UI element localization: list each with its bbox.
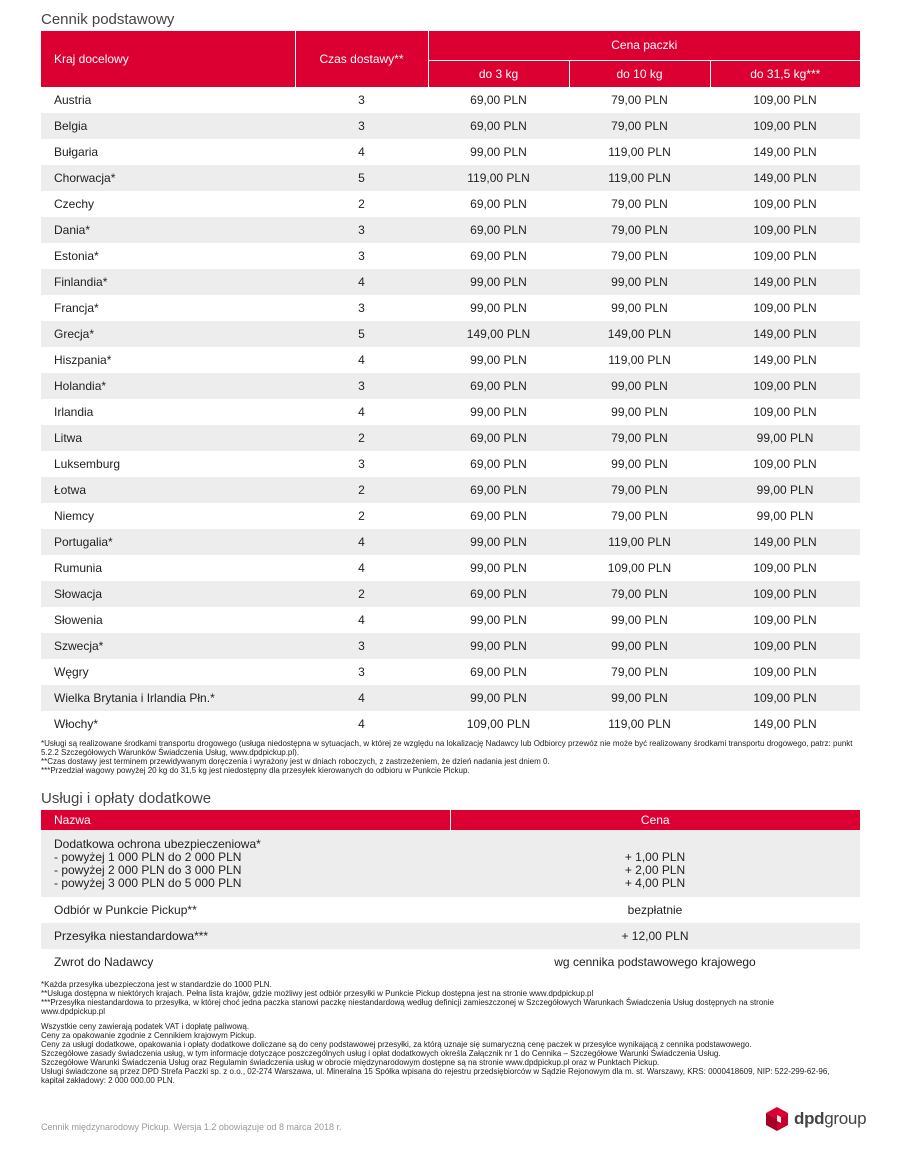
service-row-return [41,949,860,975]
country-cell: Węgry [54,665,89,679]
country-cell: Włochy* [54,717,99,731]
country-cell: Estonia* [54,249,99,263]
price-10kg-cell: 99,00 PLN [611,457,668,471]
country-cell: Rumunia [54,561,103,575]
price-table [41,31,860,737]
price-notes [41,739,861,775]
insurance-tier: - powyżej 1 000 PLN do 2 000 PLN [54,849,242,864]
price-3kg-cell: 69,00 PLN [470,249,527,263]
delivery-days-cell: 3 [295,373,428,399]
price-31kg-cell: 99,00 PLN [710,477,860,503]
header-weight-3kg: do 3 kg [428,60,569,87]
price-3kg-cell: 69,00 PLN [428,581,569,607]
delivery-days-cell: 2 [358,197,365,211]
price-3kg-cell: 69,00 PLN [470,93,527,107]
service-name: Dodatkowa ochrona ubezpieczeniowa* [54,836,261,851]
delivery-days-cell: 3 [295,633,428,659]
service-name: Zwrot do Nadawcy [54,955,154,969]
country-cell: Wielka Brytania i Irlandia Płn.* [41,685,295,711]
price-31kg-cell: 109,00 PLN [753,457,817,471]
country-cell: Grecja* [41,321,295,347]
country-cell: Dania* [41,217,295,243]
dpd-group-logo [765,1104,866,1134]
price-10kg-cell: 119,00 PLN [608,717,671,731]
delivery-days-cell: 4 [295,269,428,295]
price-3kg-cell: 69,00 PLN [470,509,527,523]
price-31kg-cell: 149,00 PLN [710,529,860,555]
services-notes [41,980,831,1016]
service-name: Przesyłka niestandardowa*** [41,923,450,949]
price-31kg-cell: 109,00 PLN [753,93,817,107]
table-row [41,711,860,737]
country-cell: Łotwa [41,477,295,503]
price-3kg-cell: 99,00 PLN [470,301,527,315]
price-10kg-cell: 99,00 PLN [611,613,668,627]
header-weight-31kg: do 31,5 kg*** [710,60,860,87]
price-3kg-cell: 119,00 PLN [428,165,569,191]
table-row [41,139,860,165]
price-3kg-cell: 99,00 PLN [428,269,569,295]
table-row [41,425,860,451]
price-31kg-cell: 99,00 PLN [710,425,860,451]
service-name: Odbiór w Punkcie Pickup** [54,903,197,917]
price-10kg-cell: 79,00 PLN [611,93,668,107]
price-3kg-cell: 99,00 PLN [470,353,527,367]
table-row [41,191,860,217]
price-10kg-cell: 79,00 PLN [569,477,710,503]
price-31kg-cell: 149,00 PLN [753,717,817,731]
price-31kg-cell: 109,00 PLN [753,301,817,315]
price-3kg-cell: 99,00 PLN [428,685,569,711]
country-cell: Litwa [41,425,295,451]
cube-icon [765,1106,789,1132]
service-price: bezpłatnie [627,903,683,917]
header-weight-10kg: do 10 kg [569,60,710,87]
country-cell: Portugalia* [41,529,295,555]
price-31kg-cell: 109,00 PLN [710,373,860,399]
price-3kg-cell: 109,00 PLN [466,717,531,731]
delivery-days-cell: 3 [358,457,365,471]
table-row [41,555,860,581]
table-row [41,581,860,607]
table-row [41,295,860,321]
service-row-nonstandard [41,923,860,949]
delivery-days-cell: 3 [295,217,428,243]
delivery-days-cell: 4 [295,685,428,711]
price-10kg-cell: 79,00 PLN [611,509,668,523]
logo-wordmark: dpdgroup [794,1109,867,1128]
price-10kg-cell: 99,00 PLN [569,633,710,659]
table-row [41,399,860,425]
price-3kg-cell: 69,00 PLN [428,373,569,399]
insurance-tier: - powyżej 3 000 PLN do 5 000 PLN [54,875,242,890]
price-3kg-cell: 69,00 PLN [428,425,569,451]
price-31kg-cell: 109,00 PLN [710,633,860,659]
insurance-tier: - powyżej 2 000 PLN do 3 000 PLN [54,862,242,877]
price-10kg-cell: 79,00 PLN [611,249,668,263]
price-10kg-cell: 99,00 PLN [569,269,710,295]
price-31kg-cell: 149,00 PLN [753,353,817,367]
table-row [41,451,860,477]
country-cell: Finlandia* [41,269,295,295]
price-note: ***Przedział wagowy powyżej 20 kg do 31,5 kg jest niedostępny dla przesyłek kierowanych do odbioru w Punkcie Pickup. [41,766,470,775]
price-10kg-cell: 79,00 PLN [611,197,668,211]
services-table [41,810,860,975]
service-note: ***Przesyłka niestandardowa to przesyłka, w której choć jedna paczka stanowi paczkę niestandardową według definicji zamieszczonej w Szczegółowych Warunkach Świadczenia Usług dostępnych na stronie www.dpdpickup.pl [41,998,774,1016]
price-31kg-cell: 109,00 PLN [710,217,860,243]
price-3kg-cell: 69,00 PLN [428,113,569,139]
price-31kg-cell: 149,00 PLN [753,145,817,159]
price-10kg-cell: 119,00 PLN [608,145,671,159]
price-10kg-cell: 119,00 PLN [569,165,710,191]
service-note: **Usługa dostępna w niektórych krajach. Pełna lista krajów, gdzie możliwy jest odbiór przesyłki w Punkcie Pickup dostępna jest na stronie www.dpdpickup.pl [41,989,594,998]
country-cell: Słowenia [54,613,103,627]
country-cell: Belgia [41,113,295,139]
table-row [41,659,860,685]
general-note: Ceny za opakowanie zgodnie z Cennikiem krajowym Pickup. [41,1031,257,1040]
insurance-price: + 2,00 PLN [624,862,686,877]
header-service-name: Nazwa [41,810,450,830]
table-row [41,113,860,139]
price-section-title: Cennik podstawowy [41,11,175,28]
price-3kg-cell: 99,00 PLN [428,633,569,659]
country-cell: Słowacja [41,581,295,607]
price-3kg-cell: 69,00 PLN [428,477,569,503]
price-31kg-cell: 109,00 PLN [710,113,860,139]
price-10kg-cell: 79,00 PLN [569,217,710,243]
service-price: wg cennika podstawowego krajowego [554,955,756,969]
table-row [41,217,860,243]
table-row [41,321,860,347]
service-price: + 12,00 PLN [450,923,860,949]
delivery-days-cell: 5 [295,165,428,191]
insurance-price: + 1,00 PLN [624,849,686,864]
country-cell: Luksemburg [54,457,121,471]
delivery-days-cell: 3 [295,113,428,139]
price-31kg-cell: 109,00 PLN [753,665,817,679]
price-3kg-cell: 99,00 PLN [470,561,527,575]
price-31kg-cell: 149,00 PLN [710,269,860,295]
price-3kg-cell: 99,00 PLN [470,145,527,159]
price-10kg-cell: 149,00 PLN [569,321,710,347]
delivery-days-cell: 4 [358,561,365,575]
country-cell: Holandia* [41,373,295,399]
price-3kg-cell: 99,00 PLN [470,613,527,627]
price-31kg-cell: 109,00 PLN [710,685,860,711]
delivery-days-cell: 3 [358,665,365,679]
header-package-price: Cena paczki [428,31,860,60]
price-3kg-cell: 69,00 PLN [470,665,527,679]
table-row [41,243,860,269]
table-row [41,373,860,399]
country-cell: Francja* [54,301,99,315]
insurance-price: + 4,00 PLN [624,875,686,890]
table-row [41,503,860,529]
price-31kg-cell: 109,00 PLN [753,197,817,211]
table-row [41,87,860,113]
services-section-title: Usługi i opłaty dodatkowe [41,790,212,807]
country-cell: Niemcy [54,509,95,523]
delivery-days-cell: 3 [358,93,365,107]
country-cell: Chorwacja* [41,165,295,191]
header-service-price: Cena [450,810,860,830]
price-31kg-cell: 109,00 PLN [753,561,817,575]
service-note: *Każda przesyłka ubezpieczona jest w standardzie do 1000 PLN. [41,980,272,989]
price-10kg-cell: 99,00 PLN [611,405,668,419]
price-10kg-cell: 79,00 PLN [569,113,710,139]
table-row [41,685,860,711]
delivery-days-cell: 4 [358,145,365,159]
service-row-insurance [41,830,860,897]
delivery-days-cell: 2 [358,509,365,523]
price-3kg-cell: 99,00 PLN [428,529,569,555]
delivery-days-cell: 4 [358,717,365,731]
delivery-days-cell: 3 [358,301,365,315]
delivery-days-cell: 4 [358,405,365,419]
price-31kg-cell: 109,00 PLN [710,581,860,607]
price-31kg-cell: 109,00 PLN [753,405,817,419]
general-note: Wszystkie ceny zawierają podatek VAT i dopłatę paliwową. [41,1022,250,1031]
price-10kg-cell: 79,00 PLN [569,581,710,607]
delivery-days-cell: 2 [295,581,428,607]
price-10kg-cell: 109,00 PLN [607,561,672,575]
table-row [41,269,860,295]
price-3kg-cell: 69,00 PLN [470,457,527,471]
general-note: Ceny za usługi dodatkowe, opakowania i opłaty dodatkowe doliczane są do ceny podstawowej przesyłki, za którą uznaje się sumaryczną cenę paczek w przesyłce wynikającą z cennika podstawowego. [41,1040,752,1049]
table-row [41,607,860,633]
price-10kg-cell: 79,00 PLN [569,425,710,451]
table-row [41,477,860,503]
price-10kg-cell: 99,00 PLN [569,685,710,711]
delivery-days-cell: 3 [358,249,365,263]
delivery-days-cell: 4 [358,613,365,627]
country-cell: Hiszpania* [54,353,112,367]
footer-version: Cennik międzynarodowy Pickup. Wersja 1.2 obowiązuje od 8 marca 2018 r. [41,1122,342,1132]
country-cell: Szwecja* [41,633,295,659]
country-cell: Irlandia [54,405,94,419]
price-10kg-cell: 99,00 PLN [611,301,668,315]
table-row [41,347,860,373]
general-note: Szczegółowe zasady świadczenia usług, w tym informacje dotyczące poszczególnych usług i opłat dodatkowych określa Załącznik nr 1 do Cennika – Szczegółowe Warunki Świadczenia Usług. [41,1049,721,1058]
country-cell: Czechy [54,197,95,211]
price-note: **Czas dostawy jest terminem przewidywanym doręczenia i wyrażony jest w dniach roboczych, z zastrzeżeniem, że dzień nadania jest dniem 0. [41,757,550,766]
header-country: Kraj docelowy [41,31,295,87]
price-31kg-cell: 99,00 PLN [756,509,814,523]
price-31kg-cell: 149,00 PLN [710,165,860,191]
general-note: Usługi świadczone są przez DPD Strefa Paczki sp. z o.o., 02-274 Warszawa, ul. Mineralna 15 Spółka wpisana do rejestru przedsiębiorców w Sądzie Rejonowym dla m. st. Warszawy, KRS: 0000418609, NIP: 522-299-62-96, kapitał zakładowy: 2 000 000.00 PLN. [41,1067,830,1085]
price-10kg-cell: 119,00 PLN [608,353,671,367]
price-10kg-cell: 119,00 PLN [569,529,710,555]
header-delivery-time: Czas dostawy** [295,31,428,87]
price-3kg-cell: 149,00 PLN [428,321,569,347]
table-row [41,165,860,191]
delivery-days-cell: 4 [358,353,365,367]
price-3kg-cell: 69,00 PLN [470,197,527,211]
table-row [41,529,860,555]
country-cell: Austria [54,93,92,107]
country-cell: Bułgaria [54,145,99,159]
price-31kg-cell: 109,00 PLN [753,613,817,627]
price-10kg-cell: 99,00 PLN [569,373,710,399]
delivery-days-cell: 4 [295,529,428,555]
price-31kg-cell: 109,00 PLN [753,249,817,263]
general-note: Szczegółowe Warunki Świadczenia Usług oraz Regulamin świadczenia usług w obrocie międzynarodowym dostępne są na stronie www.dpdpickup.pl oraz w Punktach Pickup. [41,1058,660,1067]
price-3kg-cell: 69,00 PLN [428,217,569,243]
price-10kg-cell: 79,00 PLN [611,665,668,679]
price-note: *Usługi są realizowane środkami transportu drogowego (usługa niedostępna w sytuacjach, w której ze względu na lokalizację Nadawcy lub Odbiorcy przewóz nie może być realizowany środkami transportu drogowego, patrz: punkt 5.2.2 Szczegółowych Warunków Świadczenia Usług, www.dpdpickup.pl). [41,739,853,757]
price-3kg-cell: 99,00 PLN [470,405,527,419]
general-notes [41,1022,851,1085]
delivery-days-cell: 2 [295,425,428,451]
delivery-days-cell: 2 [295,477,428,503]
delivery-days-cell: 5 [295,321,428,347]
table-row [41,633,860,659]
service-row-pickup [41,897,860,923]
price-31kg-cell: 149,00 PLN [710,321,860,347]
